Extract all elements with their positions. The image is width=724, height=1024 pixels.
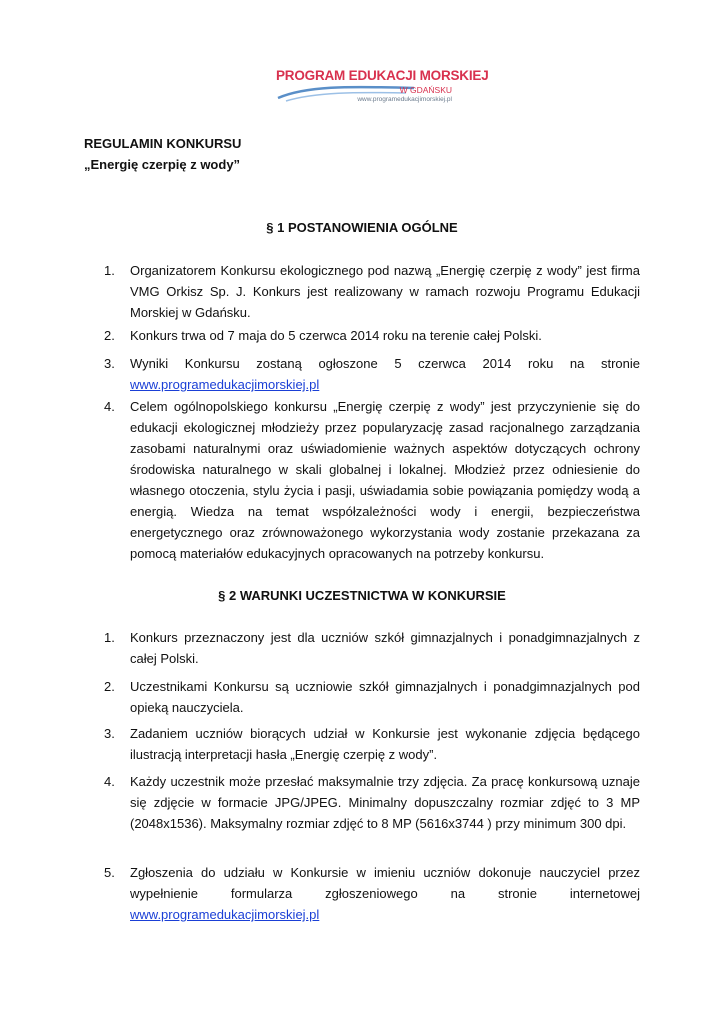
logo-url: www.programedukacjimorskiej.pl <box>357 96 452 103</box>
document-title: REGULAMIN KONKURSU <box>84 136 242 151</box>
list-item: 3. Zadaniem uczniów biorących udział w Konkursie jest wykonanie zdjęcia będącego ilustracją interpretacji hasła „Energię czerpię z wody”. <box>104 726 640 762</box>
contest-name: „Energię czerpię z wody” <box>84 157 241 172</box>
logo-subtitle: W GDAŃSKU <box>399 85 452 95</box>
list-item: 2. Uczestnikami Konkursu są uczniowie szkół gimnazjalnych i ponadgimnazjalnych pod opieką nauczyciela. <box>104 679 640 715</box>
logo-title: PROGRAM EDUKACJI MORSKIEJ <box>276 68 489 83</box>
list-item: 3. Wyniki Konkursu zostaną ogłoszone 5 czerwca 2014 roku na stronie www.programedukacjimorskiej.pl <box>104 356 640 392</box>
list-item: 4. Celem ogólnopolskiego konkursu „Energię czerpię z wody” jest przyczynienie się do edukacji ekologicznej młodzieży przez popularyzację zasad racjonalnego zarządzania zasobami naturalnymi oraz uświadomienie ważnych aspektów dotyczących ochrony środowiska naturalnego w skali globalnej i lokalnej. Młodzież przez odniesienie do własnego otoczenia, stylu życia i pasji, uświadamia sobie powiązania pomiędzy wodą a energią. Wiedza na temat współzależności wody i energii, bezpieczeństwa energetycznego oraz zrównoważonego wykorzystania wody zostanie przekazana za pomocą materiałów edukacyjnych opracowanych na potrzeby konkursu. <box>104 399 640 561</box>
list-item: 1. Organizatorem Konkursu ekologicznego pod nazwą „Energię czerpię z wody” jest firma VMG Orkisz Sp. J. Konkurs jest realizowany w ramach rozwoju Programu Edukacji Morskiej w Gdańsku. <box>104 263 640 320</box>
list-item: 1. Konkurs przeznaczony jest dla uczniów szkół gimnazjalnych i ponadgimnazjalnych z całej Polski. <box>104 630 640 666</box>
list-item: 5. Zgłoszenia do udziału w Konkursie w imieniu uczniów dokonuje nauczyciel przez wypełnienie formularza zgłoszeniowego na stronie internetowej www.programedukacjimorskiej.pl <box>104 865 640 922</box>
website-link[interactable]: www.programedukacjimorskiej.pl <box>130 907 320 922</box>
section-1-title: § 1 POSTANOWIENIA OGÓLNE <box>266 220 458 235</box>
website-link[interactable]: www.programedukacjimorskiej.pl <box>130 377 320 392</box>
list-item: 2. Konkurs trwa od 7 maja do 5 czerwca 2014 roku na terenie całej Polski. <box>104 328 542 343</box>
section-2-title: § 2 WARUNKI UCZESTNICTWA W KONKURSIE <box>218 588 506 603</box>
program-logo <box>276 68 489 110</box>
list-item: 4. Każdy uczestnik może przesłać maksymalnie trzy zdjęcia. Za pracę konkursową uznaje się zdjęcie w formacie JPG/JPEG. Minimalny dopuszczalny rozmiar zdjęć to 3 MP (2048x1536). Maksymalny rozmiar zdjęć to 8 MP (5616x3744 ) przy minimum 300 dpi. <box>104 774 640 831</box>
